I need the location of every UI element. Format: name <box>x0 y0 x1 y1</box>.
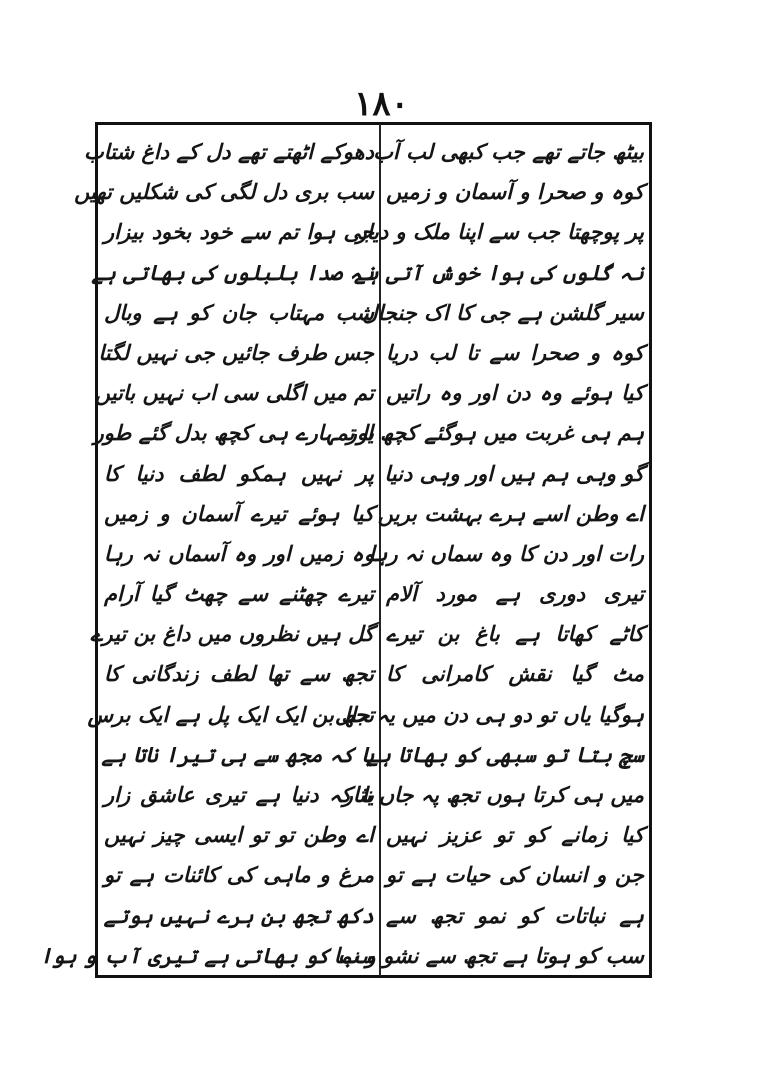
verse-line: جی ہوا تم سے خود بخود بیزار <box>104 220 374 245</box>
verse-line: ہوگیا یاں تو دو ہی دن میں یہ حال <box>334 702 644 727</box>
verse-line: مرغ و ماہی کی کائنات ہے تو <box>104 863 374 888</box>
verse-line: یا کہ دنیا ہے تیری عاشق زار <box>104 783 374 807</box>
verse-line: کاٹے کھاتا ہے باغ بن تیرے <box>386 622 644 647</box>
verse-line: رات اور دن کا وہ سماں نہ رہا <box>368 541 644 566</box>
verse-line: دھوکے اٹھتے تھے دل کے داغ شتاب <box>83 140 374 164</box>
verse-line: دکھ تجھ بن ہرے نہیں ہوتے <box>103 903 374 928</box>
verse-line: کوہ و صحرا سے تا لب دریا <box>386 340 644 365</box>
verse-line: سیر گلشن ہے جی کا اک جنجال <box>362 300 644 325</box>
verse-line: جن و انسان کی حیات ہے تو <box>386 863 644 888</box>
verse-line: اے وطن تو تو ایسی چیز نہیں <box>104 823 374 848</box>
verse-line: یا تمہارے ہی کچھ بدل گئے طور <box>93 421 374 446</box>
verse-line: سب کو بھاتی ہے تیری آب و ہوا <box>39 943 374 968</box>
verse-line: سب کو ہوتا ہے تجھ سے نشو و نما <box>333 943 644 968</box>
verse-line: تجھ سے تھا لطف زندگانی کا <box>104 662 374 687</box>
verse-line: کوہ و صحرا و آسمان و زمیں <box>386 180 644 205</box>
verse-line: یا کہ مجھ سے ہی تیرا ناتا ہے <box>101 742 374 767</box>
right-column <box>333 134 644 974</box>
verse-line: وہ زمیں اور وہ آسماں نہ رہا <box>104 541 374 566</box>
verse-line: شب مہتاب جان کو ہے وبال <box>104 300 374 325</box>
verse-line: کیا زمانے کو تو عزیز نہیں <box>386 823 644 848</box>
left-column <box>39 134 374 974</box>
verse-line: تیری دوری ہے مورد آلام <box>386 582 644 607</box>
verse-line: پر نہیں ہمکو لطف دنیا کا <box>104 461 374 486</box>
verse-line: سچ بتا تو سبھی کو بھاتا ہے <box>366 742 644 767</box>
verse-line: تم میں اگلی سی اب نہیں باتیں <box>94 381 374 406</box>
verse-line: پر پوچھتا جب سے اپنا ملک و دیار <box>356 220 644 245</box>
verse-line: تجھ بن ایک ایک پل ہے ایک برس <box>87 702 374 727</box>
verse-line: کیا ہوئے وہ دن اور وہ راتیں <box>386 381 644 406</box>
verse-line: کیا ہوئے تیرے آسمان و زمیں <box>104 501 374 526</box>
verse-line: گو وہی ہم ہیں اور وہی دنیا <box>384 461 644 486</box>
verse-line: نہ گلوں کی ہوا خوش آتی ہے <box>354 260 644 285</box>
verse-line: میں ہی کرتا ہوں تجھ پہ جاں نثار <box>342 783 644 807</box>
verse-line: سب بری دل لگی کی شکلیں تھیں <box>74 180 374 205</box>
verse-line: تیرے چھٹنے سے چھٹ گیا آرام <box>104 582 374 607</box>
page-number: ۱۸۰ <box>354 84 409 124</box>
verse-line: ہے نباتات کو نمو تجھ سے <box>386 903 644 928</box>
verse-line: مٹ گیا نقش کامرانی کا <box>386 662 644 687</box>
verse-line: ہم ہی غربت میں ہوگئے کچھ اور <box>346 421 644 446</box>
verse-line: اے وطن اسے ہرے بہشت بریں <box>377 501 644 526</box>
verse-line: نہ صدا بلبلوں کی بھاتی ہے <box>91 260 374 285</box>
verse-line: گل ہیں نظروں میں داغ بن تیرے <box>90 622 374 647</box>
verse-line: جس طرف جائیں جی نہیں لگتا <box>98 340 374 365</box>
verse-line: بیٹھ جاتے تھے جب کبھی لب آب <box>373 140 644 164</box>
